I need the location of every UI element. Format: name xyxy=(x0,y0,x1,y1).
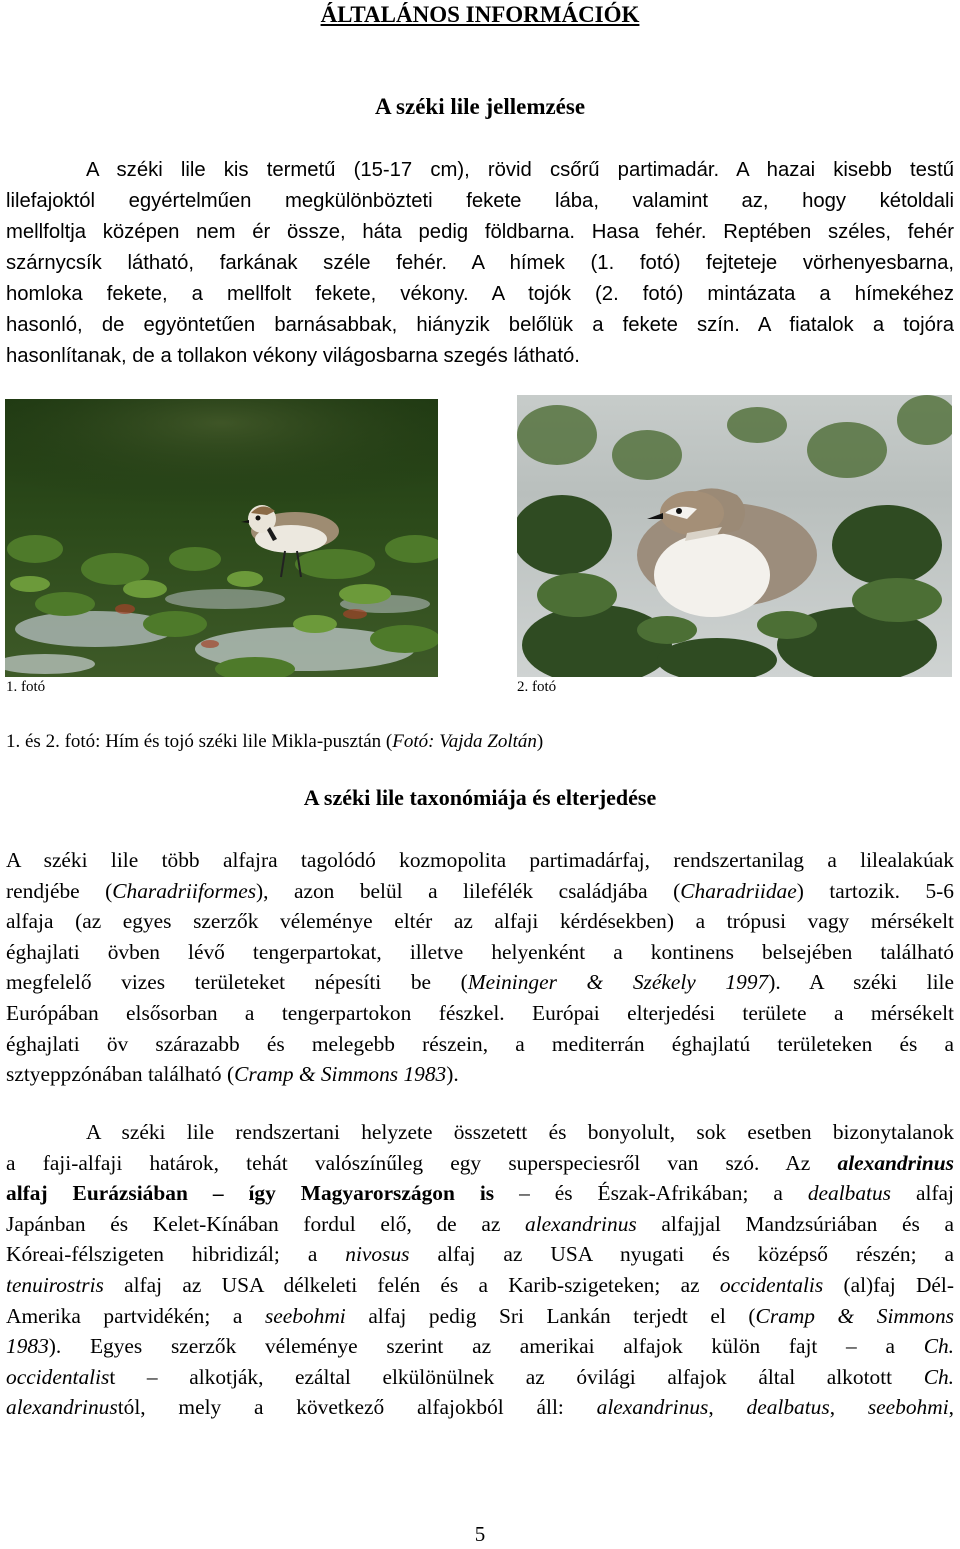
text-line: mellfoltja középen nem ér össze, háta pedig földbarna. Hasa fehér. Reptében széles, fehér xyxy=(6,221,954,243)
text-run: alfaj az USA nyugati és középső részén; a xyxy=(409,1242,954,1267)
text-line xyxy=(6,1392,954,1423)
male-plover-image xyxy=(5,399,438,677)
taxonomy-paragraph-1 xyxy=(6,845,954,1090)
text-line xyxy=(6,1148,954,1179)
text-run: alfaj xyxy=(891,1181,954,1206)
text-line: A széki lile több alfajra tagolódó kozmopolita partimadárfaj, rendszertanilag a lilealakúak xyxy=(6,848,954,872)
caption-credit: Fotó: Vajda Zoltán xyxy=(392,731,537,752)
text-italic: alexandrinus xyxy=(525,1211,637,1236)
text-line xyxy=(6,1270,954,1301)
text-italic: seebohmi xyxy=(264,1303,346,1328)
text-run: t – alkotják, ezáltal elkülönülnek az óvilági alfajok által alkotott xyxy=(109,1364,924,1389)
text-run: ). Egyes szerzők véleménye szerint az amerikai alfajok külön fajt – a xyxy=(48,1334,924,1359)
text-line: homloka fekete, a mellfolt fekete, vékony. A tojók (2. fotó) mintázata a hímekéhez xyxy=(6,283,954,305)
text-run: (al)faj Dél- xyxy=(823,1272,954,1297)
text-run: alfaj pedig Sri Lankán terjedt el ( xyxy=(345,1303,756,1328)
text-italic: Cramp & Simmons xyxy=(755,1303,954,1328)
text-line xyxy=(6,1059,954,1090)
text-italic: Charadriiformes xyxy=(112,878,257,903)
text-run: – és Észak-Afrikában; a xyxy=(494,1181,808,1206)
text-line: Európában elsősorban a tengerpartokon fészkel. Európai elterjedési területe a mérsékelt xyxy=(6,1000,954,1025)
text-run: a faji-alfaji határok, tehát valószínűleg egy superspeciesről van szó. Az xyxy=(6,1150,838,1175)
text-line: alfaja (az egyes szerzők véleménye eltér az alfaji kérdésekben) a trópusi vagy mérsékelt xyxy=(6,909,954,934)
text-line xyxy=(6,1239,954,1270)
text-italic: dealbatus xyxy=(807,1181,892,1206)
text-italic: nivosus xyxy=(345,1242,410,1267)
text-line xyxy=(6,967,954,998)
caption-end: ) xyxy=(536,731,544,752)
text-bold-italic: alexandrinus xyxy=(837,1150,954,1175)
section-heading-taxonomy: A széki lile taxonómiája és elterjedése xyxy=(303,785,657,810)
text-run: tól, mely a következő alfajokból áll: xyxy=(117,1395,597,1420)
text-line xyxy=(6,1362,954,1393)
text-line: A széki lile kis termetű (15-17 cm), rövid csőrű partimadár. A hazai kisebb testű xyxy=(86,159,954,181)
photo-male-plover xyxy=(5,399,438,677)
text-line: hasonlítanak, de a tollakon vékony világosbarna szegés látható. xyxy=(6,345,580,367)
text-italic: dealbatus xyxy=(746,1395,830,1420)
caption-text: 1. és 2. fotó: Hím és tojó széki lile Mikla-pusztán ( xyxy=(6,731,393,752)
text-run: , xyxy=(948,1395,954,1420)
characteristics-paragraph xyxy=(6,155,954,372)
text-italic: tenuirostris xyxy=(6,1272,104,1297)
text-italic: alexandrinus xyxy=(596,1395,709,1420)
text-run: ) tartozik. 5-6 xyxy=(796,878,954,903)
photo1-label: 1. fotó xyxy=(6,679,46,695)
text-line xyxy=(6,1178,954,1209)
text-run: ). xyxy=(446,1062,459,1087)
text-line xyxy=(6,1209,954,1240)
text-line: éghajlati övben lévő tengerpartokat, illetve helyenként a kontinens belsejében található xyxy=(6,939,954,964)
text-run: ), azon belül a lilefélék családjába ( xyxy=(256,878,681,903)
page-number: 5 xyxy=(474,1522,486,1546)
text-italic: Cramp & Simmons 1983 xyxy=(234,1062,447,1087)
text-line: hasonló, de egyöntetűen barnásabbak, hiányzik belőlük a fekete szín. A fiatalok a tojóra xyxy=(6,314,954,336)
text-italic: 1983 xyxy=(6,1334,49,1359)
text-run: Japánban és Kelet-Kínában fordul elő, de az xyxy=(6,1211,526,1236)
text-run: ). A széki lile xyxy=(768,970,954,995)
text-run: megfelelő vizes területeket népesíti be ( xyxy=(6,970,468,995)
female-plover-image xyxy=(517,395,952,677)
text-line xyxy=(6,876,954,907)
text-italic: Ch. xyxy=(923,1334,954,1359)
page-title: ÁLTALÁNOS INFORMÁCIÓK xyxy=(320,2,640,27)
photo-female-plover xyxy=(517,395,952,677)
photo-caption xyxy=(6,731,543,753)
taxonomy-paragraph-2 xyxy=(6,1117,954,1423)
text-italic: occidentalis xyxy=(6,1364,110,1389)
text-italic: seebohmi xyxy=(867,1395,949,1420)
text-run: alfajjal Mandzsúriában és a xyxy=(636,1211,954,1236)
text-italic: Meininger & Székely 1997 xyxy=(467,970,769,995)
photo2-label: 2. fotó xyxy=(517,679,557,695)
text-line: A széki lile rendszertani helyzete összetett és bonyolult, sok esetben bizonytalanok xyxy=(86,1120,954,1144)
text-run: rendjébe ( xyxy=(6,878,113,903)
text-run: sztyeppzónában található ( xyxy=(6,1062,235,1087)
text-run: alfaj az USA délkeleti felén és a Karib-szigeteken; az xyxy=(103,1272,720,1297)
text-bold: alfaj Eurázsiában – így Magyarországon is xyxy=(6,1181,495,1206)
section-heading-characteristics: A széki lile jellemzése xyxy=(374,94,586,119)
text-run: , xyxy=(708,1395,747,1420)
text-italic: alexandrinus xyxy=(6,1395,118,1420)
text-italic: Ch. xyxy=(923,1364,954,1389)
text-line: éghajlati öv szárazabb és melegebb részein, a mediterrán éghajlatú területeken és a xyxy=(6,1031,954,1056)
text-line xyxy=(6,1331,954,1362)
text-line xyxy=(6,1301,954,1332)
text-line: szárnycsík látható, farkának széle fehér. A hímek (1. fotó) fejteteje vörhenyesbarna, xyxy=(6,252,954,274)
text-run: Kóreai-félszigeten hibridizál; a xyxy=(6,1242,346,1267)
text-italic: Charadriidae xyxy=(680,878,797,903)
text-run: Amerika partvidékén; a xyxy=(6,1303,265,1328)
text-run: , xyxy=(829,1395,868,1420)
text-italic: occidentalis xyxy=(719,1272,824,1297)
text-line: lilefajoktól egyértelműen megkülönbözteti fekete lába, valamint az, hogy kétoldali xyxy=(6,190,954,212)
